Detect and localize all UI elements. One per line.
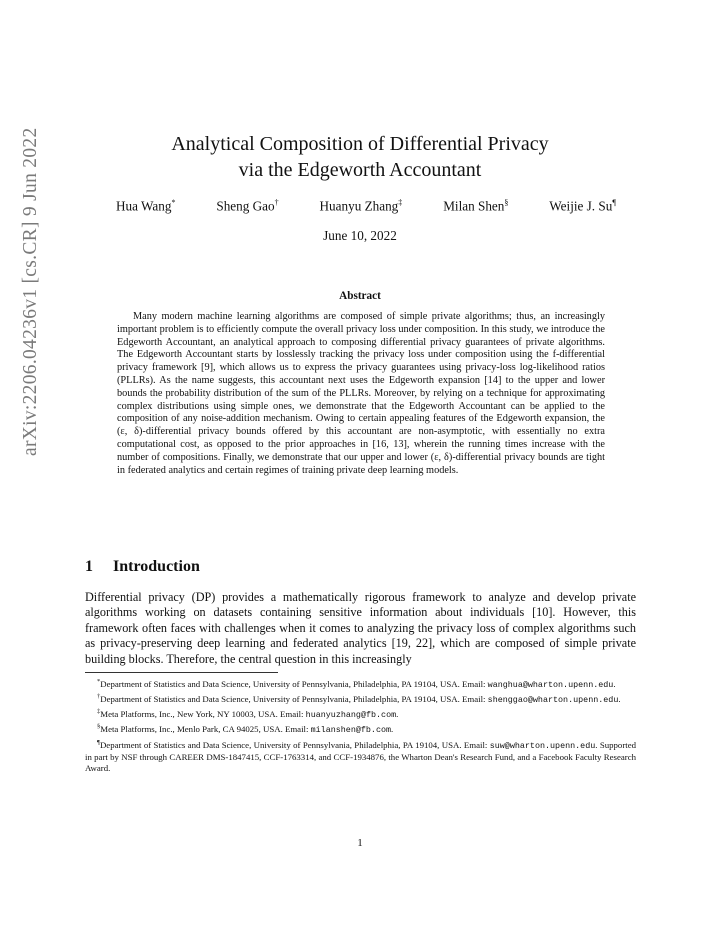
author-name: Milan Shen <box>443 198 505 214</box>
author-list <box>116 198 616 214</box>
author <box>216 198 278 214</box>
footnote-email[interactable]: milanshen@fb.com <box>310 725 392 736</box>
author <box>320 198 403 214</box>
footnote-text: Meta Platforms, Inc., New York, NY 10003, USA. Email: <box>100 709 306 720</box>
section-title: Introduction <box>113 558 200 575</box>
footnote-email[interactable]: wanghua@wharton.upenn.edu <box>487 679 614 690</box>
title-line-1: Analytical Composition of Differential Privacy <box>171 133 549 155</box>
footnote <box>85 737 636 775</box>
footnote-mark: § <box>97 723 101 731</box>
footnote-tail: . Supported in part by NSF through CAREER DMS-1847415, CCF-1763314, and CCF-1934876, the Wharton Dean's Research Fund, and a Facebook Faculty Research Award. <box>85 739 636 773</box>
author-mark: § <box>504 198 509 207</box>
footnote <box>85 691 636 706</box>
footnote-tail: . <box>613 678 616 689</box>
footnote-email[interactable]: suw@wharton.upenn.edu <box>489 740 596 751</box>
page-number: 1 <box>357 837 363 849</box>
author-mark: † <box>274 198 279 207</box>
author-name: Sheng Gao <box>216 198 275 214</box>
footnote-email[interactable]: huanyuzhang@fb.com <box>305 710 397 721</box>
title-line-2: via the Edgeworth Accountant <box>238 159 482 181</box>
author-mark: * <box>171 198 176 207</box>
section-body-text: Differential privacy (DP) provides a mathematically rigorous framework to analyze and develop private algorithms working on datasets containing sensitive information about individuals [10]. However, this framework often faces with challenges when it comes to analyzing the privacy loss of complex algorithms such as privacy-preserving deep learning and federated analytics [19, 22], which are composed of simple private building blocks. Therefore, the central question in this increasingly <box>85 590 636 666</box>
abstract-text: Many modern machine learning algorithms are composed of simple private algorithms; thus, an increasingly important problem is to efficiently compute the overall privacy loss under composition. In this study, we introduce the Edgeworth Accountant, an analytical approach to composing differential privacy guarantees of private algorithms. The Edgeworth Accountant starts by losslessly tracking the privacy loss under composition using the f-differential privacy framework [9], which allows us to express the privacy guarantees using privacy-loss log-likelihood ratios (PLLRs). As the name suggests, this accountant next uses the Edgeworth expansion [14] to the upper and lower bounds the probability distribution of the sum of the PLLRs. Moreover, by relying on a technique for approximating complex distributions using simple ones, we demonstrate that the Edgeworth Accountant can be applied to the composition of any noise-addition mechanism. Owing to certain appealing features of the Edgeworth expansion, the (ε, δ)-differential privacy bounds offered by this accountant are non-asymptotic, with essentially no extra computational cost, as opposed to the prior approaches in [16, 13], wherein the running times increase with the number of compositions. Finally, we demonstrate that our upper and lower (ε, δ)-differential privacy bounds are tight in federated analytics and certain regimes of training private deep learning models. <box>117 311 605 476</box>
footnote-tail: . <box>618 694 621 705</box>
footnote-tail: . <box>391 724 394 735</box>
footnote-mark: * <box>97 678 101 685</box>
author <box>116 198 175 214</box>
author-name: Huanyu Zhang <box>319 198 399 214</box>
abstract-heading: Abstract <box>339 290 381 302</box>
author <box>549 198 616 214</box>
author-name: Weijie J. Su <box>549 198 613 214</box>
footnote-text: Meta Platforms, Inc., Menlo Park, CA 94025, USA. Email: <box>100 724 311 735</box>
footnote-text: Department of Statistics and Data Science, University of Pennsylvania, Philadelphia, PA 19104, USA. Email: <box>99 739 490 750</box>
footnote-divider <box>85 672 278 673</box>
footnote-mark: ‡ <box>97 708 101 716</box>
footnote-text: Department of Statistics and Data Science, University of Pennsylvania, Philadelphia, PA 19104, USA. Email: <box>100 678 488 689</box>
author-mark: ¶ <box>612 198 616 207</box>
author <box>443 198 508 214</box>
section-number: 1 <box>85 558 93 575</box>
footnotes <box>85 676 636 774</box>
footnote-email[interactable]: shenggao@wharton.upenn.edu <box>487 695 619 706</box>
arxiv-identifier: arXiv:2206.04236v1 [cs.CR] 9 Jun 2022 <box>20 127 41 456</box>
footnote-mark: ¶ <box>97 738 100 746</box>
footnote-mark: † <box>97 693 101 701</box>
footnote <box>85 721 636 736</box>
footnote-text: Department of Statistics and Data Science, University of Pennsylvania, Philadelphia, PA 19104, USA. Email: <box>100 694 488 705</box>
publication-date: June 10, 2022 <box>323 228 397 243</box>
section-heading <box>85 558 200 576</box>
author-mark: ‡ <box>398 198 403 207</box>
paper-title <box>0 131 720 183</box>
footnote <box>85 676 636 691</box>
footnote <box>85 706 636 721</box>
footnote-tail: . <box>396 709 399 720</box>
author-name: Hua Wang <box>116 198 172 214</box>
